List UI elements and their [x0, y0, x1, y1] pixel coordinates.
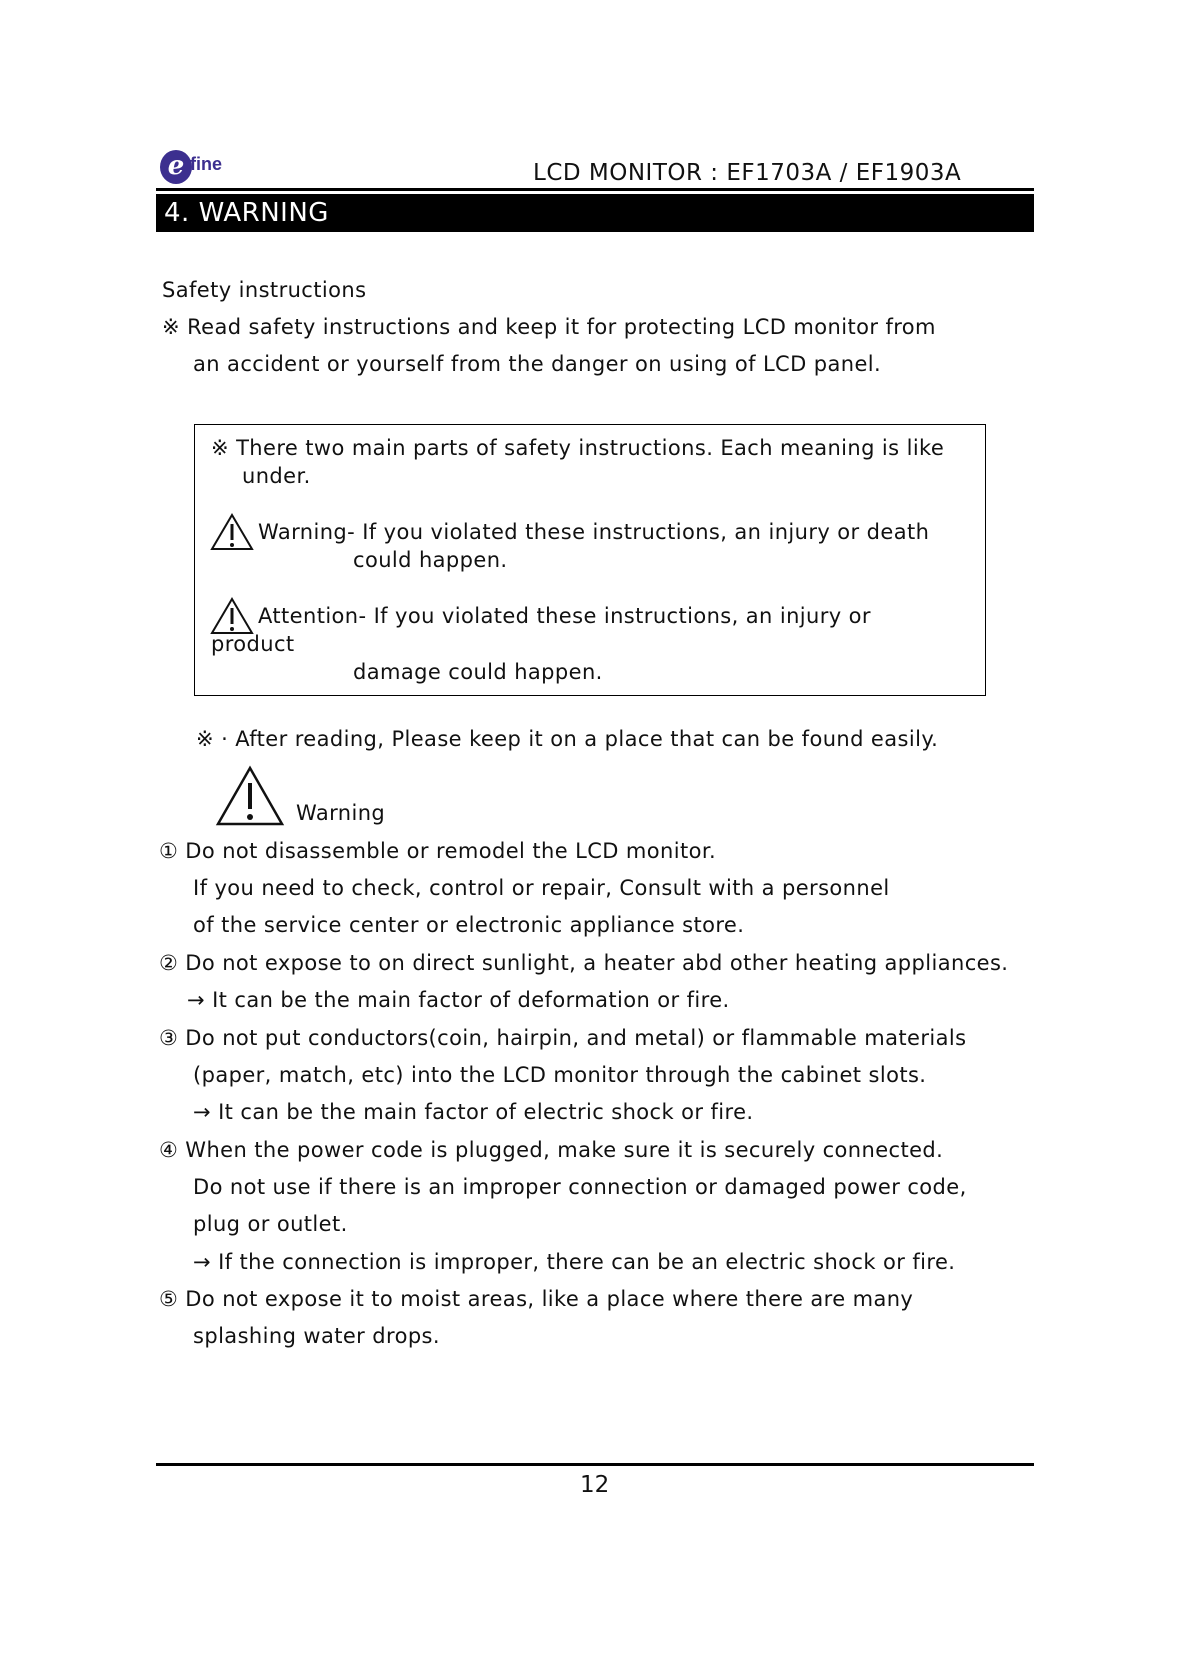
attention-triangle-icon [210, 597, 254, 635]
intro-heading: Safety instructions [162, 278, 367, 302]
notice-line-2: under. [242, 464, 311, 488]
after-reading-note: ※ · After reading, Please keep it on a place that can be found easily. [196, 727, 939, 751]
header-divider [156, 188, 1034, 191]
attention-definition-line-1: Attention- If you violated these instructions, an injury or [258, 604, 871, 628]
intro-line-2: an accident or yourself from the danger on using of LCD panel. [193, 352, 882, 376]
attention-definition-line-3: damage could happen. [353, 660, 603, 684]
warning-heading-triangle-icon [215, 765, 285, 827]
attention-definition-line-2: product [211, 632, 295, 656]
logo-e-mark: e [160, 150, 192, 184]
item-5-line-1: ⑤ Do not expose it to moist areas, like a place where there are many [159, 1287, 914, 1311]
item-4-line-2: Do not use if there is an improper connection or damaged power code, [193, 1175, 967, 1199]
warning-triangle-icon [210, 513, 254, 551]
item-4-line-3: plug or outlet. [193, 1212, 348, 1236]
item-4-line-4: → If the connection is improper, there can be an electric shock or fire. [193, 1250, 956, 1274]
footer-divider [156, 1463, 1034, 1466]
item-3-line-3: → It can be the main factor of electric shock or fire. [193, 1100, 754, 1124]
item-1-line-3: of the service center or electronic appliance store. [193, 913, 745, 937]
item-2-line-2: → It can be the main factor of deformation or fire. [187, 988, 730, 1012]
warning-heading-label: Warning [296, 801, 386, 825]
intro-line-1: ※ Read safety instructions and keep it for protecting LCD monitor from [162, 315, 936, 339]
item-5-line-2: splashing water drops. [193, 1324, 440, 1348]
item-4-line-1: ④ When the power code is plugged, make sure it is securely connected. [159, 1138, 944, 1162]
notice-box [194, 424, 986, 696]
item-3-line-1: ③ Do not put conductors(coin, hairpin, and metal) or flammable materials [159, 1026, 967, 1050]
page-number: 12 [580, 1472, 610, 1498]
item-1-line-2: If you need to check, control or repair, Consult with a personnel [193, 876, 890, 900]
item-3-line-2: (paper, match, etc) into the LCD monitor through the cabinet slots. [193, 1063, 927, 1087]
item-2-line-1: ② Do not expose to on direct sunlight, a heater abd other heating appliances. [159, 951, 1009, 975]
logo-wordmark: fine [190, 154, 223, 174]
document-title: LCD MONITOR : EF1703A / EF1903A [533, 160, 962, 186]
item-1-line-1: ① Do not disassemble or remodel the LCD monitor. [159, 839, 717, 863]
section-title: 4. WARNING [156, 194, 1034, 232]
warning-definition-line-2: could happen. [353, 548, 508, 572]
notice-line-1: ※ There two main parts of safety instructions. Each meaning is like [211, 436, 945, 460]
warning-definition-line-1: Warning- If you violated these instructions, an injury or death [258, 520, 930, 544]
